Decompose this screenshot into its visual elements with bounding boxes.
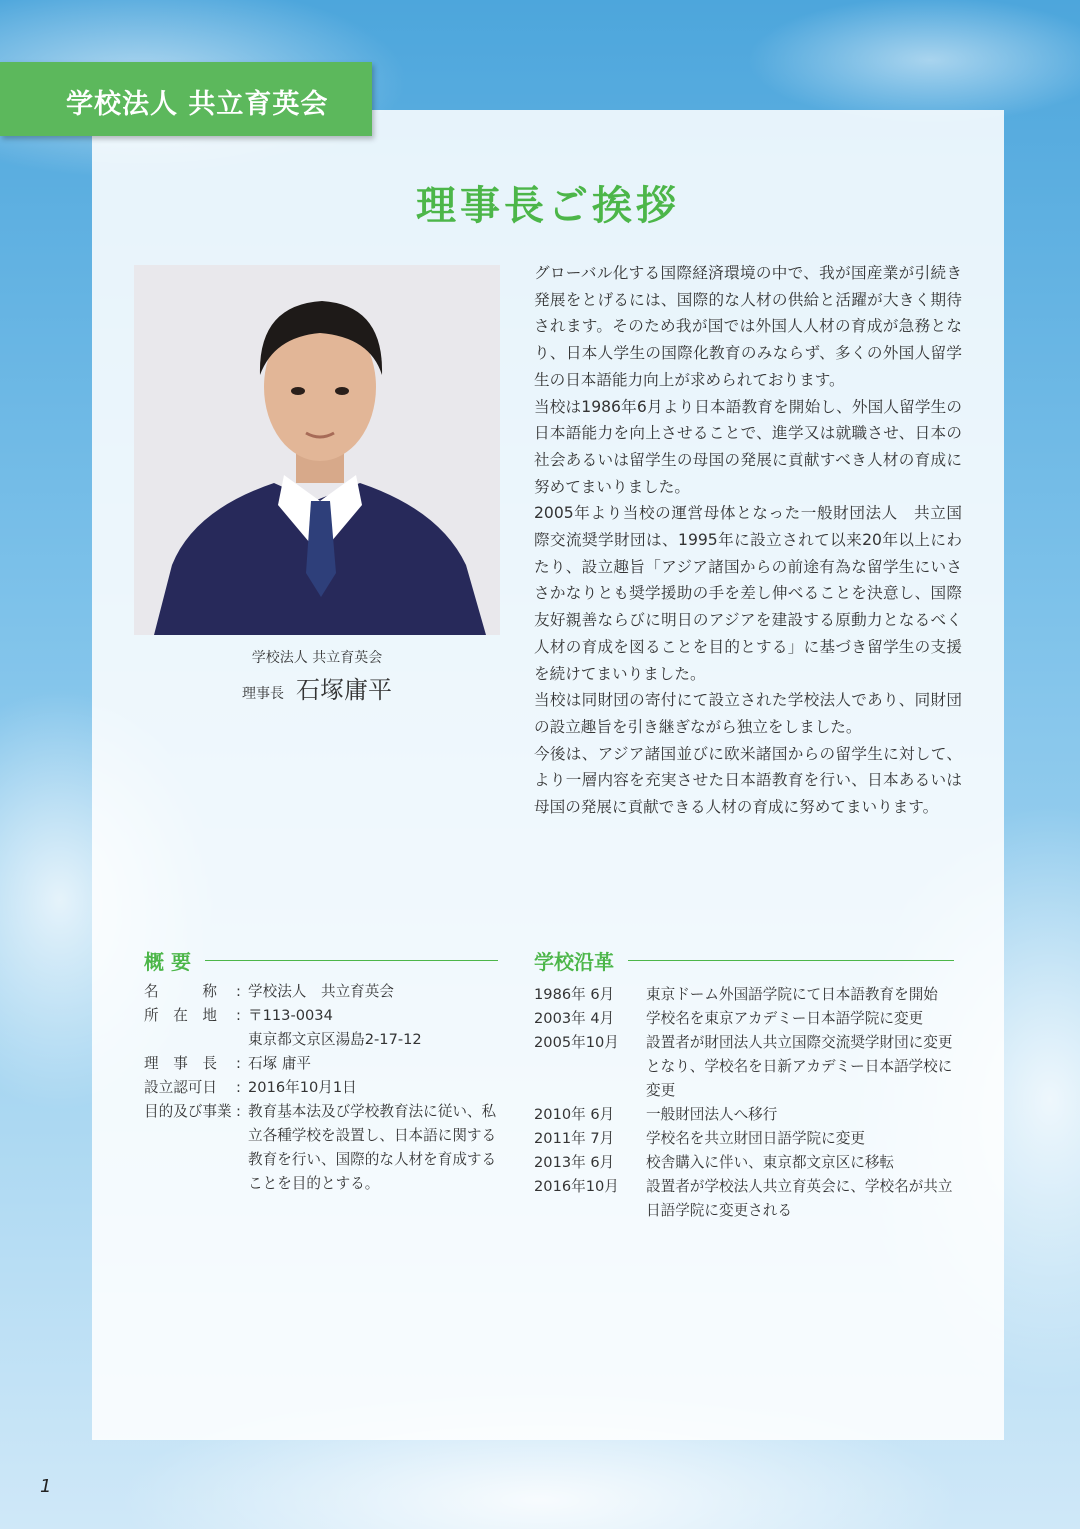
chairman-photo xyxy=(134,265,500,635)
message-paragraph: グローバル化する国際経済環境の中で、我が国産業が引続き発展をとげるには、国際的な人材の供給と活躍が大きく期待されます。そのため我が国では外国人人材の育成が急務となり、日本人学生の国際化教育のみならず、多くの外国人留学生の日本語能力向上が求められております。 xyxy=(534,264,962,389)
caption-role: 理事長 xyxy=(242,686,284,702)
history-row xyxy=(534,1151,964,1175)
history-row xyxy=(534,1175,964,1223)
message-paragraph: 今後は、アジア諸国並びに欧米諸国からの留学生に対して、より一層内容を充実させた日本語教育を行い、日本あるいは母国の発展に貢献できる人材の育成に努めてまいります。 xyxy=(534,744,962,817)
overview-row: 名 称 : 学校法人 共立育英会 xyxy=(144,980,504,1004)
overview-label: 設立認可日 xyxy=(144,1079,217,1096)
history-event: 東京ドーム外国語学院にて日本語教育を開始 xyxy=(646,986,938,1003)
caption-person-name: 石塚庸平 xyxy=(296,676,392,704)
history-event: 校舎購入に伴い、東京都文京区に移転 xyxy=(646,1154,895,1171)
overview-row: 理 事 長 : 石塚 庸平 xyxy=(144,1052,504,1076)
history-row xyxy=(534,1127,964,1151)
overview-row: 設立認可日 : 2016年10月1日 xyxy=(144,1076,504,1100)
history-row xyxy=(534,983,964,1007)
overview-label: 名 称 xyxy=(144,983,217,1000)
overview-value: 2016年10月1日 xyxy=(248,1079,357,1096)
history-heading xyxy=(534,946,954,975)
message-paragraph: 2005年より当校の運営母体となった一般財団法人 共立国際交流奨学財団は、1995年に設立されて以来20年以上にわたり、設立趣旨「アジア諸国からの前途有為な留学生にいささかなりとも奨学援助の手を差し伸べることを決意し、国際友好親善ならびに明日のアジアを建設する原動力となるべく人材の育成を図ることを目的とする」に基づき留学生の支援を続けてまいりました。 xyxy=(534,504,962,683)
photo-caption-name xyxy=(134,670,500,705)
history-row xyxy=(534,1103,964,1127)
overview-list xyxy=(144,980,504,1196)
overview-row: 目的及び事業 : 教育基本法及び学校教育法に従い、私立各種学校を設置し、日本語に関する教育を行い、国際的な人材を育成することを目的とする。 xyxy=(144,1100,504,1196)
history-event: 設置者が財団法人共立国際交流奨学財団に変更となり、学校名を日新アカデミー日本語学校に変更 xyxy=(646,1034,953,1099)
page-number: 1 xyxy=(40,1476,52,1497)
overview-value: 教育基本法及び学校教育法に従い、私立各種学校を設置し、日本語に関する教育を行い、国際的な人材を育成することを目的とする。 xyxy=(248,1103,497,1192)
history-date: 2011年 7月 xyxy=(534,1130,615,1147)
overview-heading-rule xyxy=(205,960,498,962)
organization-label: 学校法人 共立育英会 xyxy=(66,89,329,120)
history-date: 2003年 4月 xyxy=(534,1010,615,1027)
content-panel xyxy=(92,110,1004,1440)
message-paragraph: 当校は1986年6月より日本語教育を開始し、外国人留学生の日本語能力を向上させることで、進学又は就職させ、日本の社会あるいは留学生の母国の発展に貢献すべき人材の育成に努めてまいりました。 xyxy=(534,397,962,496)
overview-heading xyxy=(144,946,498,975)
history-date: 2010年 6月 xyxy=(534,1106,615,1123)
history-row xyxy=(534,1031,964,1103)
overview-label: 目的及び事業 xyxy=(144,1103,232,1120)
overview-value: 石塚 庸平 xyxy=(248,1055,312,1072)
overview-label: 理 事 長 xyxy=(144,1055,217,1072)
history-heading-text: 学校沿革 xyxy=(534,950,614,974)
history-event: 学校名を共立財団日語学院に変更 xyxy=(646,1130,865,1147)
history-event: 設置者が学校法人共立育英会に、学校名が共立日語学院に変更される xyxy=(646,1178,953,1219)
history-list xyxy=(534,983,964,1223)
history-date: 1986年 6月 xyxy=(534,986,615,1003)
chairman-portrait-illustration xyxy=(134,265,500,635)
overview-label: 所 在 地 xyxy=(144,1007,217,1024)
overview-heading-text: 概 要 xyxy=(144,950,191,974)
page-title: 理事長ご挨拶 xyxy=(416,183,680,229)
address: 東京都文京区湯島2-17-12 xyxy=(248,1031,422,1048)
history-event: 一般財団法人へ移行 xyxy=(646,1106,778,1123)
history-date: 2016年10月 xyxy=(534,1178,619,1195)
overview-value xyxy=(248,1004,504,1052)
message-paragraph: 当校は同財団の寄付にて設立された学校法人であり、同財団の設立趣旨を引き継ぎながら独立をしました。 xyxy=(534,691,962,736)
organization-header-band xyxy=(0,62,372,136)
history-row xyxy=(534,1007,964,1031)
greeting-message xyxy=(534,260,962,821)
overview-value: 学校法人 共立育英会 xyxy=(248,983,394,1000)
history-date: 2005年10月 xyxy=(534,1034,619,1051)
history-heading-rule xyxy=(628,960,954,962)
postal-code: 〒113-0034 xyxy=(248,1007,333,1024)
history-event: 学校名を東京アカデミー日本語学院に変更 xyxy=(646,1010,924,1027)
overview-row: 所 在 地 : 〒113-0034 東京都文京区湯島2-17-12 xyxy=(144,1004,504,1052)
history-date: 2013年 6月 xyxy=(534,1154,615,1171)
photo-caption-org: 学校法人 共立育英会 xyxy=(251,650,383,666)
